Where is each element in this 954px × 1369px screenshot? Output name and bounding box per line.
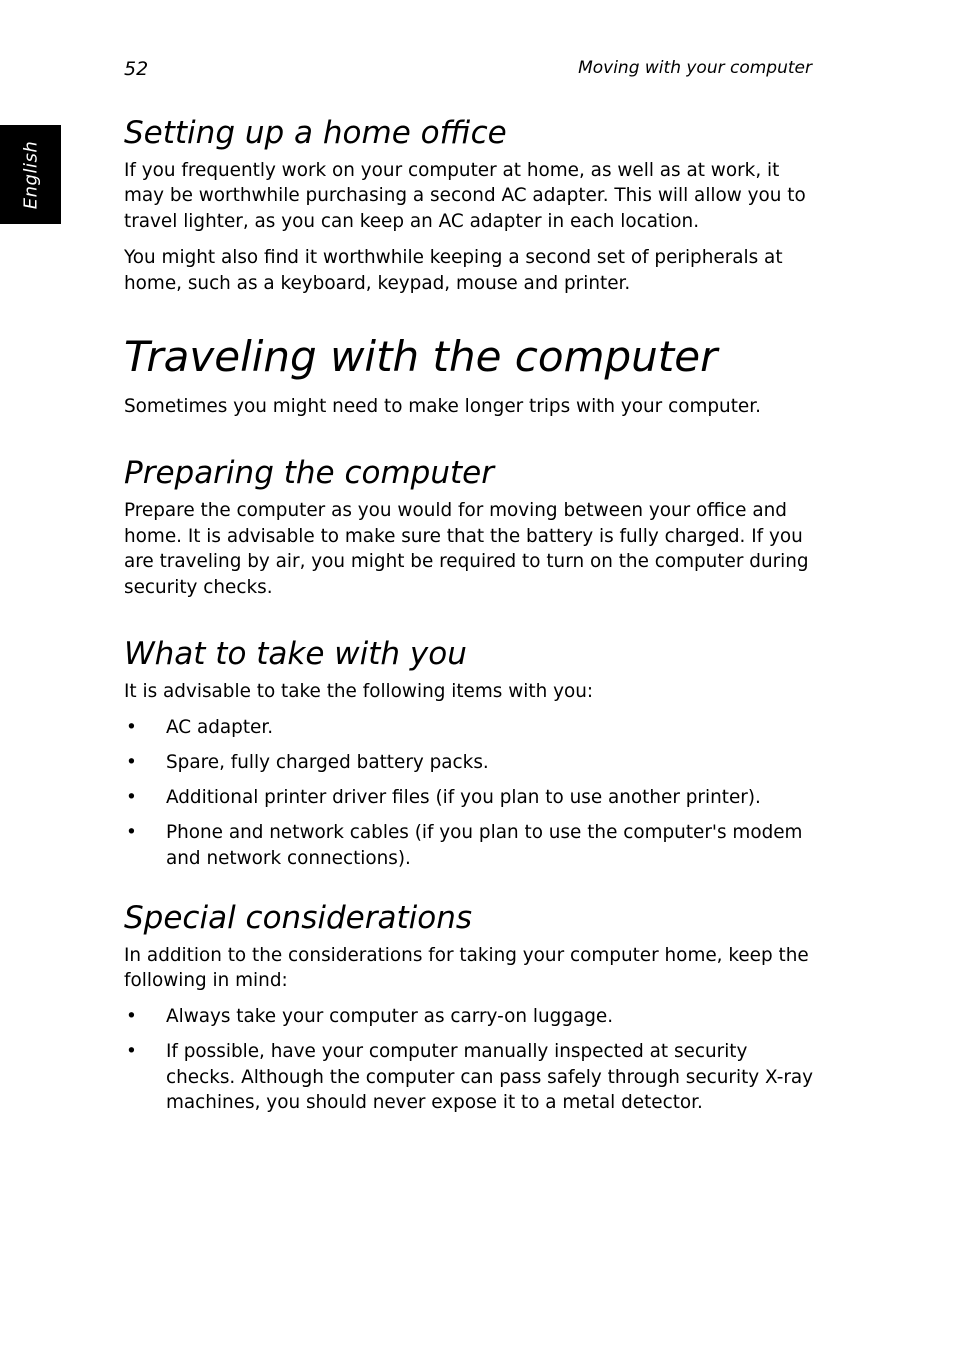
bullet-glyph: • — [126, 1006, 137, 1028]
section-traveling — [124, 330, 814, 419]
page-number: 52 — [124, 58, 149, 80]
paragraph-traveling-intro: Sometimes you might need to make longer trips with your computer. — [124, 396, 761, 418]
list-special — [124, 1004, 814, 1115]
running-header: Moving with your computer — [578, 58, 812, 78]
list-item — [124, 750, 814, 775]
paragraph-home-office-1: If you frequently work on your computer at home, as well as at work, it may be worthwhile purchasing a second AC adapter. This will allow you to travel lighter, as you can keep an AC adapter in each location. — [124, 160, 806, 232]
paragraph-what-to-take-intro: It is advisable to take the following items with you: — [124, 681, 594, 703]
section-special — [124, 897, 814, 1116]
bullet-glyph: • — [126, 752, 137, 774]
section-what-to-take — [124, 633, 814, 871]
list-item — [124, 1039, 814, 1115]
language-side-tab — [0, 125, 61, 224]
section-home-office — [124, 112, 814, 296]
list-item-text: If possible, have your computer manually inspected at security checks. Although the computer can pass safely through security X-ray machines, you should never expose it to a metal detector. — [166, 1041, 814, 1114]
list-item-text: Always take your computer as carry-on luggage. — [166, 1006, 614, 1028]
section-preparing — [124, 452, 814, 600]
heading-home-office: Setting up a home office — [124, 115, 507, 151]
list-what-to-take — [124, 715, 814, 871]
bullet-glyph: • — [126, 717, 137, 739]
list-item — [124, 715, 814, 740]
paragraph-special-intro: In addition to the considerations for taking your computer home, keep the following in mind: — [124, 944, 809, 991]
list-item-text: Phone and network cables (if you plan to use the computer's modem and network connections). — [166, 822, 803, 869]
bullet-glyph: • — [126, 822, 137, 844]
heading-what-to-take: What to take with you — [124, 636, 467, 673]
list-item — [124, 820, 814, 871]
page-content — [124, 112, 814, 1125]
heading-preparing: Preparing the computer — [124, 455, 494, 492]
list-item — [124, 1004, 814, 1029]
list-item-text: Spare, fully charged battery packs. — [166, 752, 489, 774]
paragraph-home-office-2: You might also find it worthwhile keeping a second set of peripherals at home, such as a keyboard, keypad, mouse and printer. — [124, 247, 783, 294]
list-item-text: AC adapter. — [166, 717, 274, 739]
language-tab-label: English — [20, 140, 41, 209]
list-item — [124, 785, 814, 810]
bullet-glyph: • — [126, 1041, 137, 1063]
paragraph-preparing: Prepare the computer as you would for moving between your office and home. It is advisable to make sure that the battery is fully charged. If you are traveling by air, you might be required to turn on the computer during security checks. — [124, 500, 809, 598]
heading-special: Special considerations — [124, 899, 472, 936]
bullet-glyph: • — [126, 787, 137, 809]
chapter-title: Traveling with the computer — [124, 332, 718, 382]
list-item-text: Additional printer driver files (if you plan to use another printer). — [166, 787, 761, 809]
